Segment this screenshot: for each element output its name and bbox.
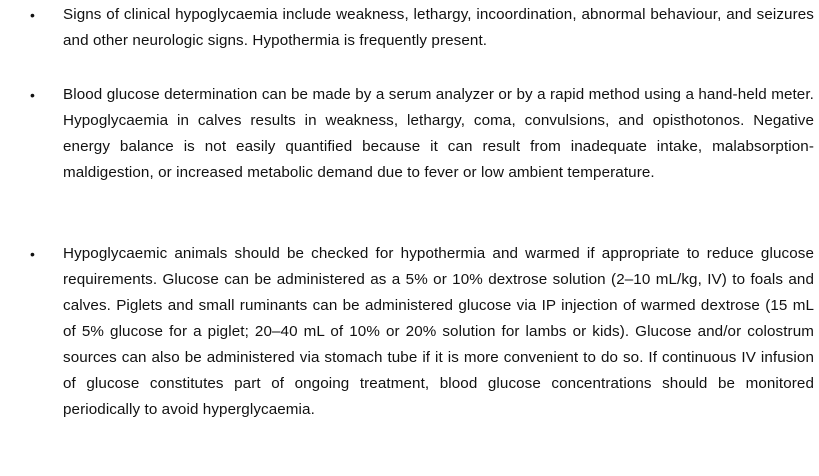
list-item-text: Blood glucose determination can be made by a serum analyzer or by a rapid method using a hand-held meter. Hypoglycaemia in calves results in weakness, lethargy, coma, convulsions, and opisthotonos. Negative energy balance is not easily quantified because it can result from inadequate intake, malabsorption-maldigestion, or increased metabolic demand due to fever or low ambient temperature. xyxy=(63,86,814,181)
bullet-icon: • xyxy=(30,7,35,23)
bullet-icon: • xyxy=(30,246,35,262)
bullet-icon: • xyxy=(30,87,35,103)
list-item-text: Hypoglycaemic animals should be checked for hypothermia and warmed if appropriate to reduce glucose requirements. Glucose can be administered as a 5% or 10% dextrose solution (2–10 mL/kg, IV) to foals and calves. Piglets and small ruminants can be administered glucose via IP injection of warmed dextrose (15 mL of 5% glucose for a piglet; 20–40 mL of 10% or 20% solution for lambs or kids). Glucose and/or colostrum sources can also be administered via stomach tube if it is more convenient to do so. If continuous IV infusion of glucose constitutes part of ongoing treatment, blood glucose concentrations should be monitored periodically to avoid hyperglycaemia. xyxy=(63,245,814,418)
list-item-text: Signs of clinical hypoglycaemia include weakness, lethargy, incoordination, abnormal behaviour, and seizures and other neurologic signs. Hypothermia is frequently present. xyxy=(63,6,814,49)
